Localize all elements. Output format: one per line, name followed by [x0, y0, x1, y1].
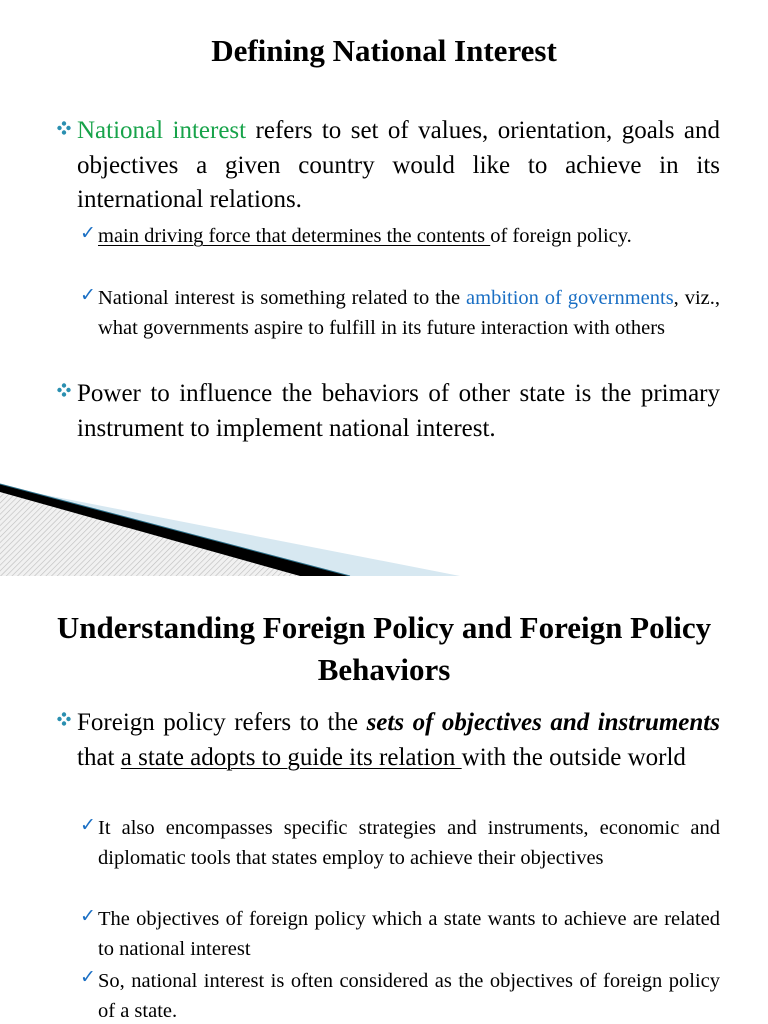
sub-text: of foreign policy.	[490, 225, 632, 247]
underlined-text: a state adopts to guide its relation	[120, 743, 462, 771]
bullet-text: Power to influence the behaviors of other state is the primary instrument to implement national interest.	[77, 380, 720, 442]
slide-2	[0, 576, 768, 1024]
sub-bullet-ambition	[98, 284, 720, 343]
bullet-text: with the outside world	[461, 743, 686, 771]
highlight-national-interest: National interest	[77, 117, 247, 144]
emphasis-objectives: sets of objectives and instruments	[366, 709, 720, 736]
sub-bullet-conclusion	[98, 967, 720, 1024]
bullet-text: that	[77, 743, 121, 771]
bullet-national-interest	[77, 114, 720, 218]
checkmark-icon: ✓	[80, 222, 96, 244]
decorative-swoosh	[0, 480, 768, 576]
diamond-bullet-icon	[57, 383, 71, 397]
sub-bullet-objectives	[98, 905, 720, 964]
sub-text: , viz., what governments aspire to fulfill in its future interaction with others	[98, 287, 720, 339]
bullet-text: refers to set of values, orientation, goals and objectives a given country would like to achieve in its international relations.	[77, 117, 721, 213]
diamond-bullet-icon	[57, 712, 71, 726]
bullet-foreign-policy	[77, 706, 720, 775]
highlight-ambition: ambition of governments	[466, 287, 674, 309]
diamond-bullet-icon	[57, 121, 71, 135]
checkmark-icon: ✓	[80, 814, 96, 836]
sub-text: National interest is something related to the	[98, 287, 467, 309]
bullet-power	[77, 377, 720, 446]
sub-bullet-driving-force	[98, 222, 720, 252]
slide-1-title: Defining National Interest	[211, 33, 557, 68]
slide-2-title: Understanding Foreign Policy and Foreign Policy Behaviors	[56, 610, 712, 687]
underlined-text: main driving force that determines the contents	[98, 225, 491, 247]
sub-text: The objectives of foreign policy which a state wants to achieve are related to national interest	[98, 908, 720, 960]
sub-text: So, national interest is often considered as the objectives of foreign policy of a state.	[98, 970, 720, 1022]
sub-text: It also encompasses specific strategies and instruments, economic and diplomatic tools that states employ to achieve their objectives	[98, 817, 720, 869]
checkmark-icon: ✓	[80, 966, 96, 988]
sub-bullet-strategies	[98, 814, 720, 873]
bullet-text: Foreign policy refers to the	[77, 709, 367, 736]
checkmark-icon: ✓	[80, 284, 96, 306]
checkmark-icon: ✓	[80, 905, 96, 927]
